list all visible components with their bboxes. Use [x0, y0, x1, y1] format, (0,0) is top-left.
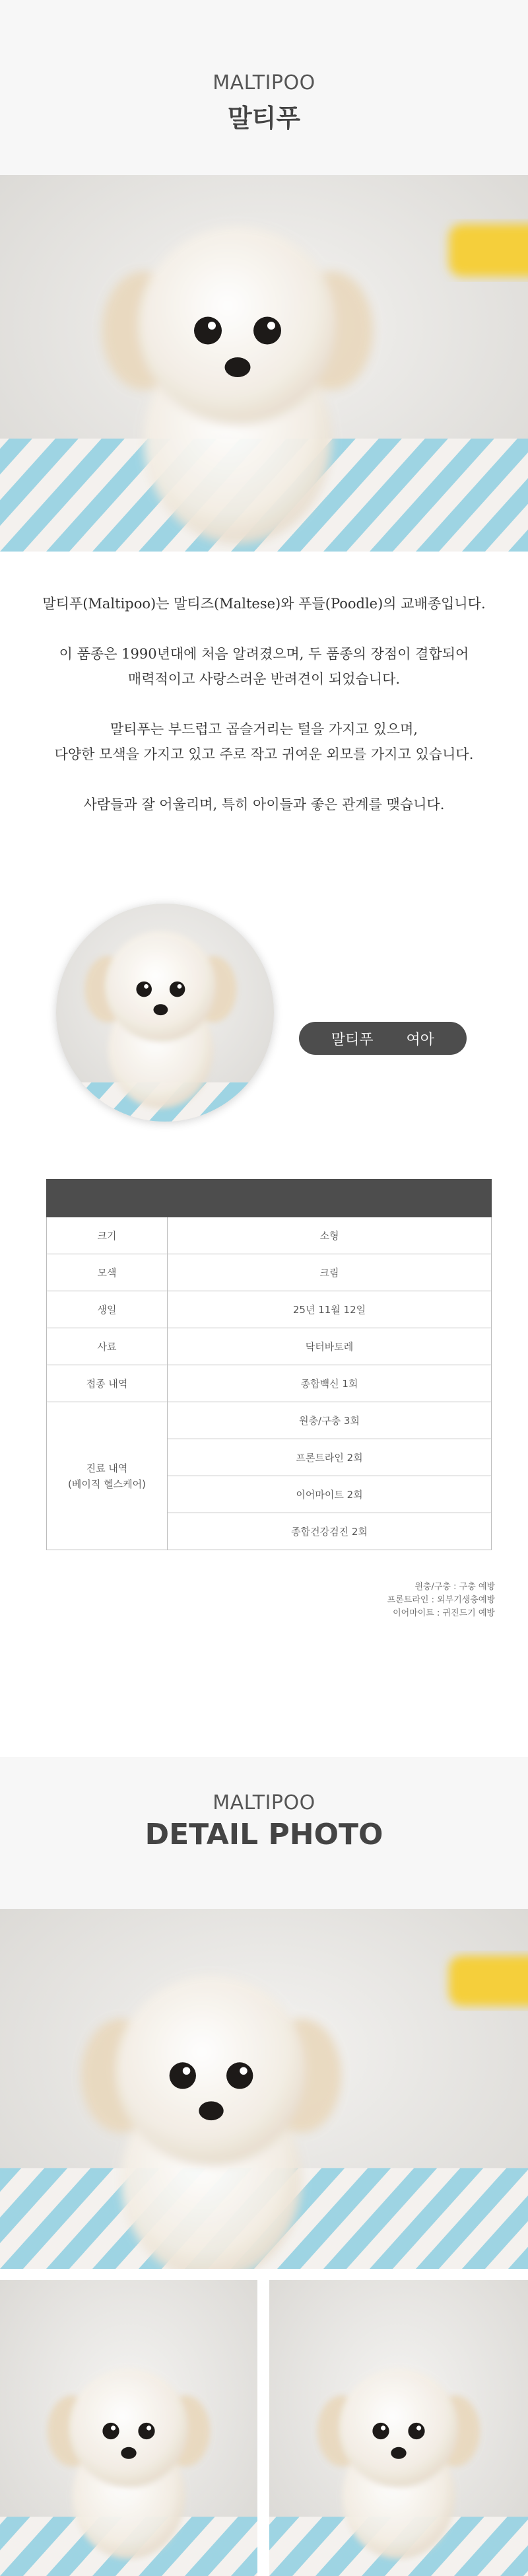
puppy-illustration [0, 1909, 528, 2269]
description-line: 말티푸(Maltipoo)는 말티즈(Maltese)와 푸들(Poodle)의 교배종입니다. [42, 596, 486, 612]
table-header-row [47, 1180, 492, 1217]
care-label [47, 1402, 168, 1550]
description-line: 말티푸는 부드럽고 곱슬거리는 털을 가지고 있으며, [110, 721, 418, 737]
detail-header [0, 1757, 528, 1909]
table-row [47, 1328, 492, 1365]
care-item: 프론트라인 2회 [168, 1439, 492, 1476]
detail-photo-main [0, 1909, 528, 2269]
puppy-illustration [0, 175, 528, 552]
profile-photo [56, 904, 274, 1122]
note-line: 이어마이트 : 귀진드기 예방 [393, 1608, 495, 1618]
table-row [47, 1291, 492, 1328]
breed-label: 말티푸 [331, 1031, 374, 1048]
detail-eyebrow: MALTIPOO [213, 1791, 315, 1814]
care-label-line: (베이직 헬스케어) [68, 1478, 146, 1490]
page-title: 말티푸 [227, 104, 301, 133]
detail-photo-right [269, 2280, 528, 2576]
detail-photo-left [0, 2280, 257, 2576]
description-paragraph [0, 641, 528, 692]
table-header-cell [47, 1180, 168, 1217]
row-value: 25년 11월 12일 [168, 1291, 492, 1328]
name-badge [299, 1022, 467, 1055]
notes [387, 1581, 495, 1620]
sex-label: 여아 [406, 1031, 435, 1048]
puppy-illustration [56, 904, 274, 1122]
description-line: 사람들과 잘 어울리며, 특히 아이들과 좋은 관계를 맺습니다. [83, 797, 445, 812]
description-line: 이 품종은 1990년대에 처음 알려졌으며, 두 품종의 장점이 결합되어 [59, 646, 469, 662]
care-label-line: 진료 내역 [86, 1462, 128, 1474]
puppy-illustration [0, 2280, 257, 2576]
note-line: 프론트라인 : 외부기생충예방 [387, 1595, 495, 1605]
row-value: 크림 [168, 1254, 492, 1291]
care-item: 이어마이트 2회 [168, 1476, 492, 1513]
care-item: 종합건강검진 2회 [168, 1513, 492, 1550]
detail-title: DETAIL PHOTO [145, 1818, 383, 1851]
puppy-illustration [269, 2280, 528, 2576]
row-label: 생일 [47, 1291, 168, 1328]
row-label: 크기 [47, 1217, 168, 1254]
hero-puppy-photo [0, 175, 528, 552]
description-paragraph [0, 717, 528, 767]
description-paragraph [0, 591, 528, 616]
row-value: 종합백신 1회 [168, 1365, 492, 1402]
description-line: 다양한 모색을 가지고 있고 주로 작고 귀여운 외모를 가지고 있습니다. [54, 746, 474, 762]
table-row [47, 1254, 492, 1291]
table-row [47, 1402, 492, 1439]
row-value: 소형 [168, 1217, 492, 1254]
row-label: 사료 [47, 1328, 168, 1365]
info-table [46, 1179, 492, 1550]
row-value: 닥터바토레 [168, 1328, 492, 1365]
description-paragraph [0, 792, 528, 817]
table-row [47, 1217, 492, 1254]
description-line: 매력적이고 사랑스러운 반려견이 되었습니다. [127, 671, 401, 687]
note-line: 원충/구충 : 구충 예방 [414, 1582, 495, 1592]
header-eyebrow: MALTIPOO [213, 71, 315, 94]
row-label: 모색 [47, 1254, 168, 1291]
table-header-cell [168, 1180, 492, 1217]
row-label: 접종 내역 [47, 1365, 168, 1402]
page-header [0, 0, 528, 175]
care-item: 원충/구충 3회 [168, 1402, 492, 1439]
table-row [47, 1365, 492, 1402]
breed-description [0, 591, 528, 842]
